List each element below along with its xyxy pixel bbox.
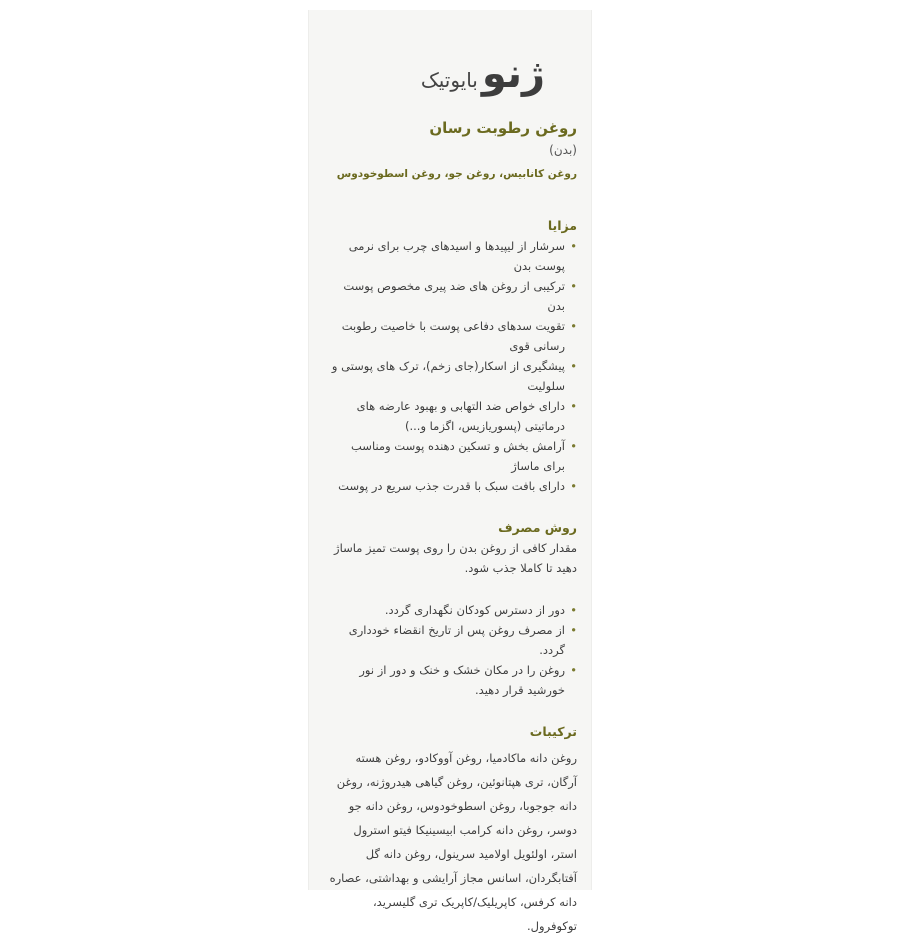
list-item: • از مصرف روغن پس از تاریخ انقضاء خودداری گردد. (329, 620, 577, 660)
list-item: • روغن را در مکان خشک و خنک و دور از نور خورشید قرار دهید. (329, 660, 577, 700)
usage-text: مقدار کافی از روغن بدن را روی پوست تمیز ماساژ دهید تا کاملا جذب شود. (334, 541, 577, 575)
composition-text: روغن دانه ماکادمیا، روغن آووکادو، روغن هسته آرگان، تری هپتانوئین، روغن گیاهی هیدروژنه، روغن دانه جوجوبا، روغن اسطوخودوس، روغن دانه جو دوسر، روغن دانه کرامب ابیسینیکا فیتو استرول استر، اولئویل اولامید سرینول، روغن دانه گل آفتابگردان، اسانس مجاز آرایشی و بهداشتی، عصاره دانه کرفس، کاپریلیک/کاپریک تری گلیسرید، توکوفرول. (329, 751, 577, 933)
key-ingredients: روغن کانابیس، روغن جو، روغن اسطوخودوس (336, 168, 577, 180)
product-title: روغن رطوبت رسان (429, 119, 577, 137)
list-item: • دارای خواص ضد التهابی و بهبود عارضه های درماتیتی (پسوریازیس، اگزما و...) (329, 396, 577, 436)
usage-section (329, 518, 577, 700)
brand-logo (329, 38, 545, 97)
list-item: • پیشگیری از اسکار(جای زخم)، ترک های پوستی و سلولیت (329, 356, 577, 396)
list-item: • ترکیبی از روغن های ضد پیری مخصوص پوست بدن (329, 276, 577, 316)
list-item: • تقویت سدهای دفاعی پوست با خاصیت رطوبت رسانی قوی (329, 316, 577, 356)
benefits-list (329, 236, 577, 496)
brand-mark: ژنو (481, 51, 545, 97)
product-subtitle: (بدن) (549, 143, 577, 157)
list-item: • دارای بافت سبک با قدرت جذب سریع در پوست (329, 476, 577, 496)
list-item: • آرامش بخش و تسکین دهنده پوست ومناسب برای ماساژ (329, 436, 577, 476)
benefits-title: مزایا (547, 218, 577, 233)
usage-title: روش مصرف (498, 520, 577, 535)
warnings-list (329, 600, 577, 700)
composition-title: ترکیبات (529, 724, 577, 739)
product-label-panel (308, 10, 592, 933)
list-item: • دور از دسترس کودکان نگهداری گردد. (329, 600, 577, 620)
composition-section (329, 722, 577, 938)
list-item: • سرشار از لیپیدها و اسیدهای چرب برای نرمی پوست بدن (329, 236, 577, 276)
brand-text: بایوتیک (420, 68, 478, 92)
benefits-section (329, 216, 577, 496)
